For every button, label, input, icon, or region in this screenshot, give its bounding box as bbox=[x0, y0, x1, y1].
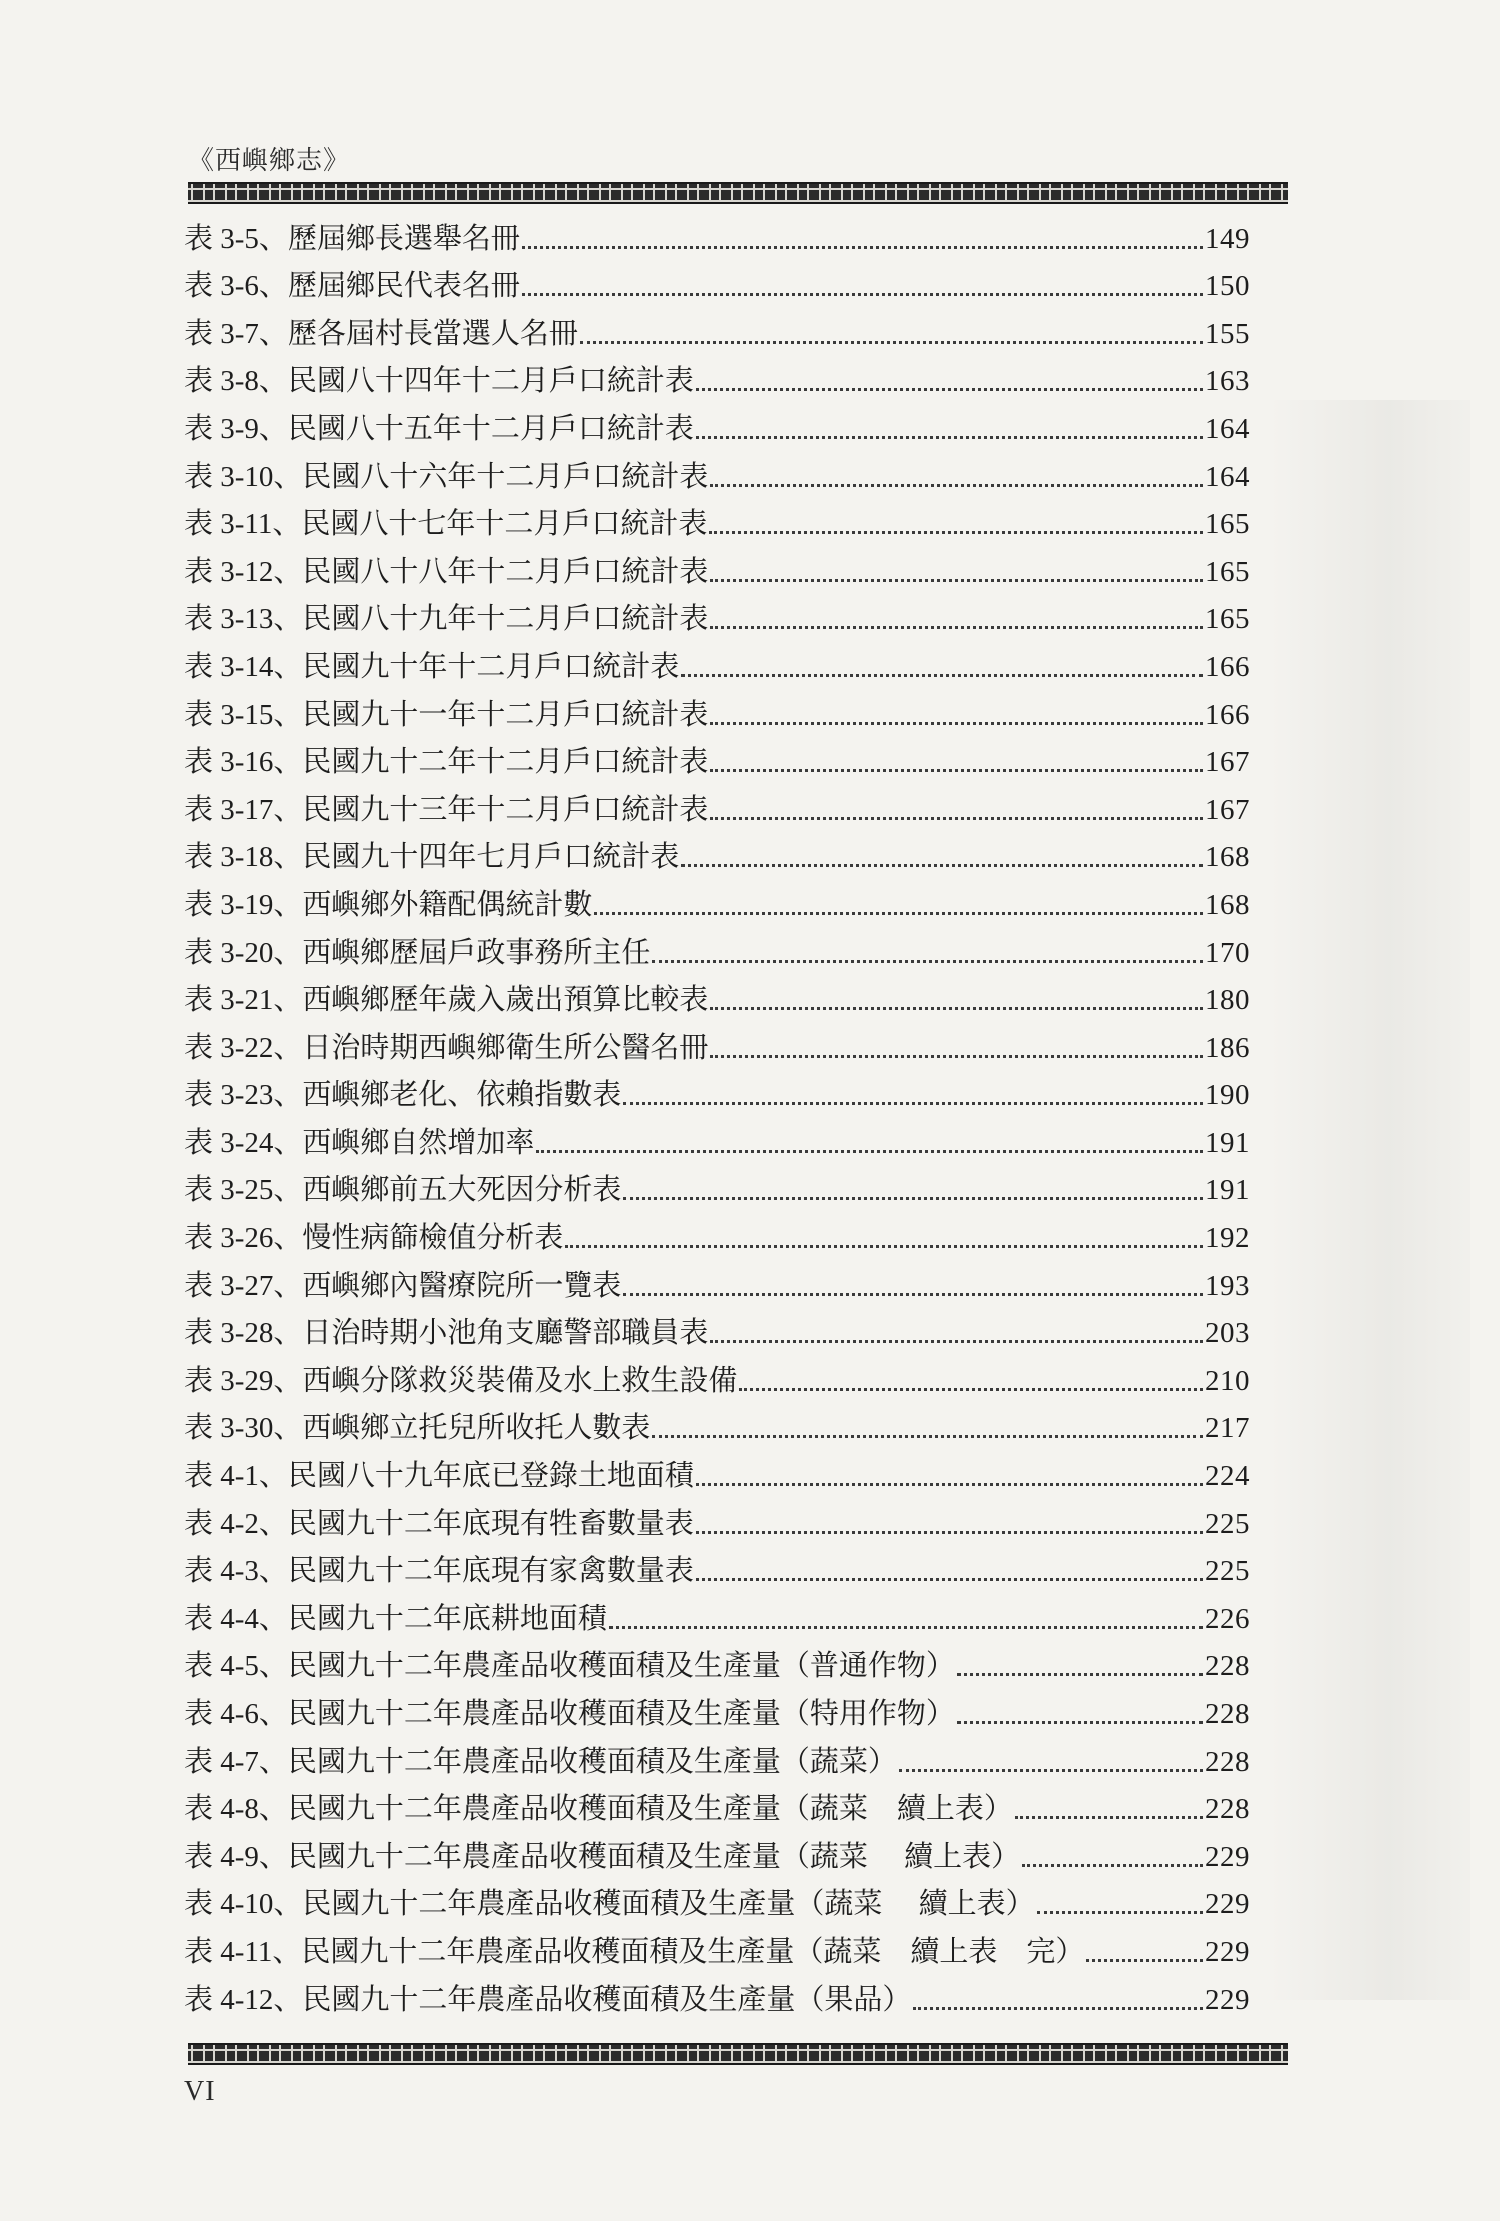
toc-entry-label: 表 4-9、民國九十二年農產品收穫面積及生產量（蔬菜 續上表） bbox=[184, 1840, 1021, 1873]
toc-entry-label: 表 3-17、民國九十三年十二月戶口統計表 bbox=[184, 793, 709, 826]
toc-entry-label: 表 3-13、民國八十九年十二月戶口統計表 bbox=[184, 603, 709, 636]
dot-leader bbox=[957, 1673, 1203, 1676]
dot-leader bbox=[913, 2007, 1203, 2010]
toc-entry-label: 表 3-23、西嶼鄉老化、依賴指數表 bbox=[184, 1079, 622, 1112]
toc-entry[interactable] bbox=[184, 876, 1250, 924]
toc-entry-label: 表 3-28、日治時期小池角支廳警部職員表 bbox=[184, 1317, 709, 1350]
dot-leader bbox=[623, 1197, 1203, 1200]
dot-leader bbox=[710, 1340, 1203, 1343]
dot-leader bbox=[696, 1578, 1203, 1581]
toc-entry-page: 228 bbox=[1205, 1698, 1250, 1730]
toc-entry-label: 表 3-21、西嶼鄉歷年歲入歲出預算比較表 bbox=[184, 984, 709, 1017]
dot-leader bbox=[1022, 1864, 1203, 1867]
toc-entry[interactable] bbox=[184, 1495, 1250, 1543]
toc-entry-label: 表 3-14、民國九十年十二月戶口統計表 bbox=[184, 650, 680, 683]
toc-entry-page: 164 bbox=[1205, 412, 1250, 445]
dot-leader bbox=[522, 246, 1203, 249]
dot-leader bbox=[522, 293, 1203, 296]
top-meander-border bbox=[188, 182, 1288, 204]
toc-entry[interactable] bbox=[184, 1923, 1250, 1971]
dot-leader bbox=[623, 1293, 1203, 1296]
toc-entry[interactable] bbox=[184, 972, 1250, 1020]
toc-entry-page: 186 bbox=[1205, 1031, 1250, 1064]
show-through-shadow bbox=[1270, 400, 1470, 2000]
toc-entry-page: 210 bbox=[1205, 1364, 1250, 1397]
toc-entry[interactable] bbox=[184, 1352, 1250, 1400]
toc-entry-page: 167 bbox=[1205, 793, 1250, 826]
toc-entry-label: 表 4-5、民國九十二年農產品收穫面積及生產量（普通作物） bbox=[184, 1650, 955, 1683]
toc-entry[interactable] bbox=[184, 1733, 1250, 1781]
toc-entry-page: 163 bbox=[1205, 365, 1250, 398]
dot-leader bbox=[609, 1626, 1203, 1629]
toc-entry-label: 表 3-9、民國八十五年十二月戶口統計表 bbox=[184, 412, 694, 445]
toc-entry[interactable] bbox=[184, 591, 1250, 639]
dot-leader bbox=[739, 1388, 1203, 1391]
toc-entry[interactable] bbox=[184, 496, 1250, 544]
toc-entry[interactable] bbox=[184, 210, 1250, 258]
toc-entry[interactable] bbox=[184, 1638, 1250, 1686]
dot-leader bbox=[710, 769, 1203, 772]
toc-entry[interactable] bbox=[184, 543, 1250, 591]
dot-leader bbox=[696, 436, 1203, 439]
toc-entry-page: 225 bbox=[1205, 1507, 1250, 1540]
toc-entry-page: 164 bbox=[1205, 460, 1250, 493]
toc-entry-label: 表 3-30、西嶼鄉立托兒所收托人數表 bbox=[184, 1412, 651, 1445]
toc-entry-label: 表 4-8、民國九十二年農產品收穫面積及生產量（蔬菜 續上表） bbox=[184, 1793, 1013, 1826]
dot-leader bbox=[957, 1721, 1203, 1724]
toc-entry[interactable] bbox=[184, 1876, 1250, 1924]
toc-entry-page: 228 bbox=[1205, 1793, 1250, 1826]
dot-leader bbox=[899, 1769, 1203, 1772]
toc-entry[interactable] bbox=[184, 1209, 1250, 1257]
toc-entry-page: 180 bbox=[1205, 984, 1250, 1017]
toc-entry-page: 191 bbox=[1205, 1126, 1250, 1159]
toc-entry[interactable] bbox=[184, 686, 1250, 734]
toc-entry[interactable] bbox=[184, 258, 1250, 306]
dot-leader bbox=[710, 1055, 1203, 1058]
dot-leader bbox=[710, 722, 1203, 725]
toc-entry-label: 表 3-19、西嶼鄉外籍配偶統計數 bbox=[184, 888, 593, 921]
toc-entry-label: 表 4-2、民國九十二年底現有牲畜數量表 bbox=[184, 1507, 694, 1540]
toc-entry-page: 166 bbox=[1205, 650, 1250, 683]
dot-leader bbox=[1015, 1816, 1203, 1819]
dot-leader bbox=[580, 341, 1203, 344]
toc-entry-label: 表 4-7、民國九十二年農產品收穫面積及生產量（蔬菜） bbox=[184, 1745, 897, 1778]
toc-entry-page: 228 bbox=[1205, 1650, 1250, 1683]
toc-entry-label: 表 4-12、民國九十二年農產品收穫面積及生產量（果品） bbox=[184, 1983, 912, 2016]
toc-entry-label: 表 3-10、民國八十六年十二月戶口統計表 bbox=[184, 460, 709, 493]
toc-entry-page: 168 bbox=[1205, 841, 1250, 874]
toc-entry[interactable] bbox=[184, 1781, 1250, 1829]
dot-leader bbox=[710, 484, 1203, 487]
toc-entry[interactable] bbox=[184, 1447, 1250, 1495]
toc-entry-page: 192 bbox=[1205, 1222, 1250, 1255]
toc-entry[interactable] bbox=[184, 1828, 1250, 1876]
toc-entry-label: 表 3-29、西嶼分隊救災裝備及水上救生設備 bbox=[184, 1364, 738, 1397]
toc-entry-page: 229 bbox=[1205, 1840, 1250, 1873]
dot-leader bbox=[681, 864, 1203, 867]
dot-leader bbox=[652, 960, 1203, 963]
toc-entry-page: 167 bbox=[1205, 746, 1250, 779]
dot-leader bbox=[710, 626, 1203, 629]
dot-leader bbox=[681, 674, 1203, 677]
dot-leader bbox=[623, 1102, 1203, 1105]
toc-entry-label: 表 3-22、日治時期西嶼鄉衛生所公醫名冊 bbox=[184, 1031, 709, 1064]
dot-leader bbox=[696, 1531, 1203, 1534]
toc-entry-label: 表 4-1、民國八十九年底已登錄土地面積 bbox=[184, 1460, 694, 1493]
toc-entry[interactable] bbox=[184, 1019, 1250, 1067]
toc-entry-page: 150 bbox=[1205, 270, 1250, 303]
toc-entry-label: 表 3-16、民國九十二年十二月戶口統計表 bbox=[184, 746, 709, 779]
bottom-meander-border bbox=[188, 2043, 1288, 2065]
toc-entry-label: 表 3-25、西嶼鄉前五大死因分析表 bbox=[184, 1174, 622, 1207]
toc-entry-label: 表 3-24、西嶼鄉自然增加率 bbox=[184, 1126, 535, 1159]
toc-entry-page: 228 bbox=[1205, 1745, 1250, 1778]
dot-leader bbox=[709, 531, 1203, 534]
toc-entry-page: 229 bbox=[1205, 1983, 1250, 2016]
toc-entry-label: 表 3-18、民國九十四年七月戶口統計表 bbox=[184, 841, 680, 874]
toc-entry[interactable] bbox=[184, 1971, 1250, 2019]
toc-entry[interactable] bbox=[184, 1305, 1250, 1353]
toc-entry-page: 193 bbox=[1205, 1269, 1250, 1302]
toc-entry-page: 224 bbox=[1205, 1460, 1250, 1493]
toc-entry-page: 165 bbox=[1205, 508, 1250, 541]
toc-entry-label: 表 4-4、民國九十二年底耕地面積 bbox=[184, 1602, 607, 1635]
toc-entry-label: 表 4-3、民國九十二年底現有家禽數量表 bbox=[184, 1555, 694, 1588]
toc-entry[interactable] bbox=[184, 1590, 1250, 1638]
toc-entry[interactable] bbox=[184, 781, 1250, 829]
toc-entry-label: 表 3-7、歷各屆村長當選人名冊 bbox=[184, 317, 578, 350]
dot-leader bbox=[696, 388, 1203, 391]
toc-entry-page: 190 bbox=[1205, 1079, 1250, 1112]
running-header-title: 《西嶼鄉志》 bbox=[188, 146, 351, 175]
toc-entry-page: 168 bbox=[1205, 888, 1250, 921]
toc-entry-page: 166 bbox=[1205, 698, 1250, 731]
toc-entry-label: 表 3-27、西嶼鄉內醫療院所一覽表 bbox=[184, 1269, 622, 1302]
toc-entry[interactable] bbox=[184, 1114, 1250, 1162]
toc-entry[interactable] bbox=[184, 829, 1250, 877]
dot-leader bbox=[710, 817, 1203, 820]
toc-entry-label: 表 4-11、民國九十二年農產品收穫面積及生產量（蔬菜 續上表 完） bbox=[184, 1935, 1085, 1968]
toc-entry[interactable] bbox=[184, 353, 1250, 401]
toc-entry[interactable] bbox=[184, 1067, 1250, 1115]
dot-leader bbox=[696, 1483, 1203, 1486]
toc-entry[interactable] bbox=[184, 638, 1250, 686]
dot-leader bbox=[1037, 1911, 1203, 1914]
toc-entry[interactable] bbox=[184, 1257, 1250, 1305]
toc-entry[interactable] bbox=[184, 1685, 1250, 1733]
toc-entry-label: 表 4-6、民國九十二年農產品收穫面積及生產量（特用作物） bbox=[184, 1698, 955, 1730]
toc-entry-label: 表 3-12、民國八十八年十二月戶口統計表 bbox=[184, 555, 709, 588]
toc-entry-page: 226 bbox=[1205, 1602, 1250, 1635]
toc-entry[interactable] bbox=[184, 924, 1250, 972]
toc-entry-label: 表 3-26、慢性病篩檢值分析表 bbox=[184, 1222, 564, 1255]
toc-entry-label: 表 3-15、民國九十一年十二月戶口統計表 bbox=[184, 698, 709, 731]
toc-entry-page: 165 bbox=[1205, 603, 1250, 636]
dot-leader bbox=[565, 1245, 1203, 1248]
toc-entry[interactable] bbox=[184, 1543, 1250, 1591]
toc-entry[interactable] bbox=[184, 448, 1250, 496]
toc-entry-page: 149 bbox=[1205, 222, 1250, 255]
toc-entry[interactable] bbox=[184, 400, 1250, 448]
dot-leader bbox=[652, 1435, 1203, 1438]
toc-entry-label: 表 3-5、歷屆鄉長選舉名冊 bbox=[184, 222, 520, 255]
toc-entry-page: 217 bbox=[1205, 1412, 1250, 1445]
dot-leader bbox=[1086, 1959, 1203, 1962]
toc-entry-page: 170 bbox=[1205, 936, 1250, 969]
toc-entry[interactable] bbox=[184, 1400, 1250, 1448]
toc-entry-page: 229 bbox=[1205, 1888, 1250, 1921]
toc-entry-page: 191 bbox=[1205, 1174, 1250, 1207]
toc-entry-label: 表 3-20、西嶼鄉歷屆戶政事務所主任 bbox=[184, 936, 651, 969]
toc-entry-page: 203 bbox=[1205, 1317, 1250, 1350]
toc-entry-label: 表 4-10、民國九十二年農產品收穫面積及生產量（蔬菜 續上表） bbox=[184, 1888, 1035, 1921]
toc-entry[interactable] bbox=[184, 1162, 1250, 1210]
toc-entry-page: 155 bbox=[1205, 317, 1250, 350]
toc-entry-page: 165 bbox=[1205, 555, 1250, 588]
dot-leader bbox=[594, 912, 1203, 915]
toc-entry[interactable] bbox=[184, 734, 1250, 782]
toc-entry-page: 225 bbox=[1205, 1555, 1250, 1588]
dot-leader bbox=[710, 1007, 1203, 1010]
toc-entry-page: 229 bbox=[1205, 1935, 1250, 1968]
dot-leader bbox=[536, 1150, 1203, 1153]
table-of-contents-list bbox=[184, 210, 1250, 2019]
dot-leader bbox=[710, 579, 1203, 582]
toc-entry-label: 表 3-6、歷屆鄉民代表名冊 bbox=[184, 270, 520, 303]
toc-entry[interactable] bbox=[184, 305, 1250, 353]
toc-entry-label: 表 3-11、民國八十七年十二月戶口統計表 bbox=[184, 508, 708, 541]
toc-entry-label: 表 3-8、民國八十四年十二月戶口統計表 bbox=[184, 365, 694, 398]
page-number: VI bbox=[184, 2076, 216, 2107]
